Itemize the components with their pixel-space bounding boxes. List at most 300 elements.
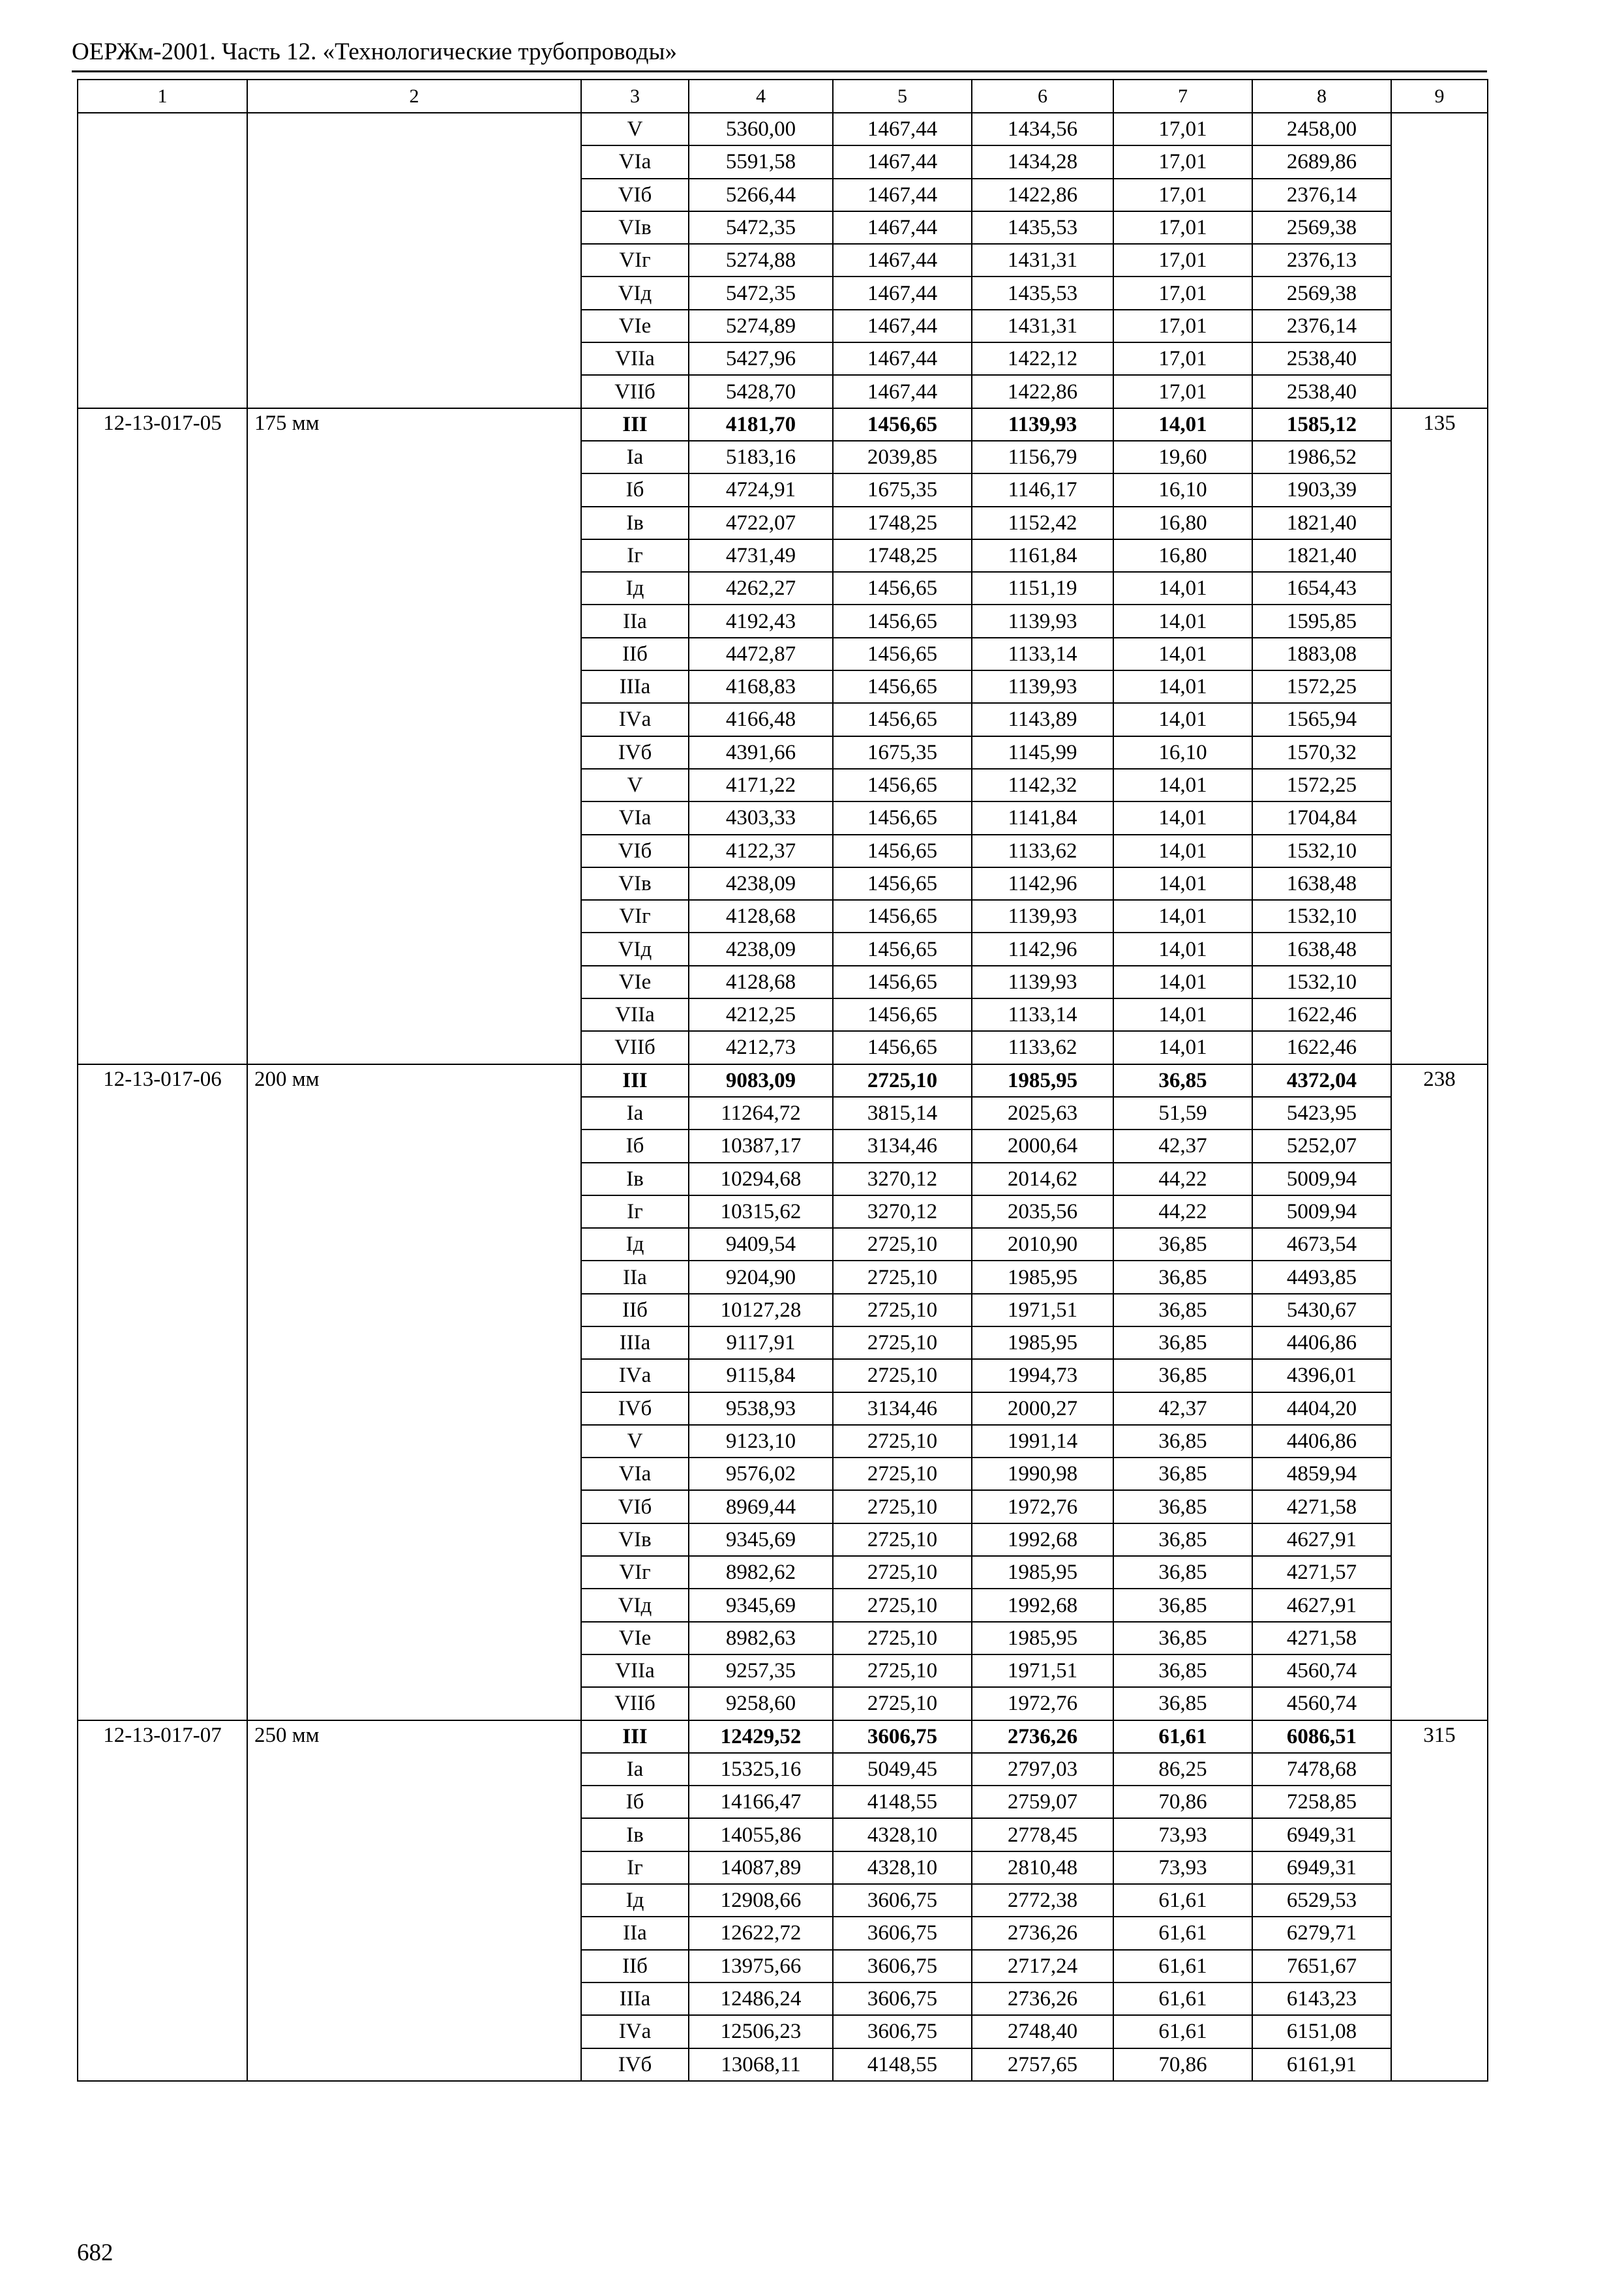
cell-total-cost: 5360,00 [689,113,833,145]
cell-variant: VIб [581,1490,689,1523]
cell-materials: 6086,51 [1252,1720,1391,1753]
cell-wages: 1456,65 [833,933,972,965]
cell-machine-cost: 1991,14 [972,1425,1113,1458]
table-row [78,1326,1488,1359]
cell-name [247,1589,581,1621]
cell-materials: 7258,85 [1252,1786,1391,1818]
cell-wages: 2725,10 [833,1654,972,1687]
cell-materials: 4627,91 [1252,1589,1391,1621]
cell-name [247,801,581,834]
cell-machine-cost: 1985,95 [972,1064,1113,1097]
cell-variant: IIб [581,1294,689,1326]
cell-materials: 4372,04 [1252,1064,1391,1097]
cell-col9 [1391,933,1488,965]
cell-wages: 1456,65 [833,801,972,834]
cell-machine-cost: 1156,79 [972,441,1113,473]
table-row [78,933,1488,965]
cell-machine-cost: 1142,96 [972,867,1113,900]
cell-machine-cost: 1133,62 [972,1031,1113,1064]
cell-name [247,670,581,703]
cell-machine-cost: 2810,48 [972,1851,1113,1884]
cell-variant: Iа [581,441,689,473]
cell-col9 [1391,211,1488,244]
cell-variant: IVа [581,1359,689,1392]
cell-labor-hours: 17,01 [1113,179,1252,211]
cell-machine-cost: 1422,86 [972,375,1113,408]
table-row [78,703,1488,736]
cell-total-cost: 5472,35 [689,277,833,309]
table-row [78,1622,1488,1654]
cell-wages: 1467,44 [833,342,972,375]
cell-wages: 1675,35 [833,473,972,506]
cell-machine-cost: 1435,53 [972,211,1113,244]
cell-machine-cost: 1992,68 [972,1589,1113,1621]
column-number: 3 [581,80,689,113]
cell-total-cost: 4303,33 [689,801,833,834]
cell-materials: 1622,46 [1252,998,1391,1031]
cell-code [78,1917,247,1949]
cell-wages: 2725,10 [833,1425,972,1458]
cell-labor-hours: 16,10 [1113,473,1252,506]
cell-labor-hours: 14,01 [1113,572,1252,605]
cell-code [78,605,247,637]
cell-wages: 1456,65 [833,638,972,670]
cell-total-cost: 9345,69 [689,1523,833,1556]
cell-col9 [1391,605,1488,637]
cell-labor-hours: 36,85 [1113,1326,1252,1359]
table-row [78,1130,1488,1162]
cell-code [78,801,247,834]
table-row [78,1425,1488,1458]
table-row [78,1294,1488,1326]
cell-col9 [1391,1851,1488,1884]
cell-code [78,1326,247,1359]
cell-machine-cost: 2736,26 [972,1720,1113,1753]
cell-code [78,507,247,539]
table-body [78,80,1488,2081]
cell-col9 [1391,375,1488,408]
cell-col9 [1391,1294,1488,1326]
cell-col9 [1391,1228,1488,1261]
cell-machine-cost: 2010,90 [972,1228,1113,1261]
cell-variant: Iв [581,1163,689,1195]
cell-wages: 1456,65 [833,835,972,867]
cell-materials: 1570,32 [1252,736,1391,769]
cell-machine-cost: 1992,68 [972,1523,1113,1556]
cell-code [78,1950,247,1982]
cell-name [247,310,581,342]
cell-variant: V [581,113,689,145]
cell-col9 [1391,966,1488,998]
table-row [78,1359,1488,1392]
cell-materials: 6529,53 [1252,1884,1391,1917]
cell-total-cost: 14087,89 [689,1851,833,1884]
table-row [78,1490,1488,1523]
cell-variant: Iб [581,1786,689,1818]
cell-code [78,1851,247,1884]
table-row [78,1687,1488,1720]
cell-labor-hours: 36,85 [1113,1490,1252,1523]
cell-name [247,1458,581,1490]
cell-code [78,1425,247,1458]
cell-name [247,2048,581,2081]
cell-machine-cost: 1133,14 [972,638,1113,670]
cell-labor-hours: 14,01 [1113,933,1252,965]
cell-code [78,145,247,178]
cell-wages: 4328,10 [833,1851,972,1884]
cell-col9 [1391,1622,1488,1654]
cell-code [78,835,247,867]
cell-total-cost: 9083,09 [689,1064,833,1097]
cell-materials: 4627,91 [1252,1523,1391,1556]
cell-code [78,2015,247,2048]
cell-variant: VIб [581,179,689,211]
table-row [78,1720,1488,1753]
cell-materials: 1654,43 [1252,572,1391,605]
cell-wages: 3270,12 [833,1195,972,1228]
cell-materials: 1821,40 [1252,539,1391,572]
column-number: 8 [1252,80,1391,113]
cell-materials: 2458,00 [1252,113,1391,145]
cell-total-cost: 5274,89 [689,310,833,342]
cell-total-cost: 4166,48 [689,703,833,736]
column-number: 2 [247,80,581,113]
cell-variant: V [581,769,689,801]
cell-name [247,1654,581,1687]
cell-materials: 4271,57 [1252,1556,1391,1589]
cell-variant: VIд [581,1589,689,1621]
table-row [78,670,1488,703]
cell-code [78,1228,247,1261]
cell-total-cost: 9345,69 [689,1589,833,1621]
cell-total-cost: 4731,49 [689,539,833,572]
cell-variant: VIд [581,277,689,309]
cell-code: 12-13-017-07 [78,1720,247,1753]
cell-labor-hours: 61,61 [1113,1950,1252,1982]
cell-machine-cost: 1133,62 [972,835,1113,867]
cell-total-cost: 13975,66 [689,1950,833,1982]
cell-materials: 1585,12 [1252,408,1391,441]
table-row [78,1163,1488,1195]
table-row [78,605,1488,637]
cell-code [78,1786,247,1818]
cell-total-cost: 12506,23 [689,2015,833,2048]
cell-labor-hours: 36,85 [1113,1261,1252,1293]
cell-variant: Iг [581,1851,689,1884]
cell-col9 [1391,1589,1488,1621]
cell-col9: 238 [1391,1064,1488,1097]
cell-variant: VIIа [581,998,689,1031]
cell-code [78,1392,247,1425]
cell-machine-cost: 2717,24 [972,1950,1113,1982]
cell-wages: 5049,45 [833,1753,972,1786]
cell-code [78,1818,247,1851]
cell-variant: IIб [581,1950,689,1982]
table-row [78,1064,1488,1097]
table-row [78,1031,1488,1064]
cell-materials: 1704,84 [1252,801,1391,834]
cell-total-cost: 5428,70 [689,375,833,408]
cell-variant: Iг [581,1195,689,1228]
column-number: 5 [833,80,972,113]
cell-variant: VIIб [581,1031,689,1064]
cell-materials: 6143,23 [1252,1982,1391,2015]
cell-labor-hours: 17,01 [1113,375,1252,408]
cell-variant: VIе [581,966,689,998]
cell-wages: 2725,10 [833,1228,972,1261]
cell-materials: 4406,86 [1252,1326,1391,1359]
cell-total-cost: 5472,35 [689,211,833,244]
cell-labor-hours: 14,01 [1113,801,1252,834]
cell-name [247,900,581,933]
cell-materials: 2569,38 [1252,277,1391,309]
cell-name [247,736,581,769]
cell-code [78,769,247,801]
table-row [78,375,1488,408]
cell-variant: IVб [581,1392,689,1425]
cell-wages: 2725,10 [833,1687,972,1720]
cell-name [247,1294,581,1326]
cell-total-cost: 4181,70 [689,408,833,441]
cell-materials: 1986,52 [1252,441,1391,473]
table-row [78,441,1488,473]
table-row [78,1589,1488,1621]
cell-col9 [1391,998,1488,1031]
cell-labor-hours: 36,85 [1113,1294,1252,1326]
table-row [78,211,1488,244]
cell-name [247,966,581,998]
cell-wages: 4328,10 [833,1818,972,1851]
cell-wages: 2039,85 [833,441,972,473]
column-number: 9 [1391,80,1488,113]
cell-total-cost: 12908,66 [689,1884,833,1917]
cell-variant: III [581,408,689,441]
page-number: 682 [77,2239,113,2266]
cell-col9 [1391,1392,1488,1425]
cell-code [78,473,247,506]
cell-code [78,998,247,1031]
cell-variant: VIа [581,1458,689,1490]
cell-machine-cost: 2759,07 [972,1786,1113,1818]
cell-code [78,966,247,998]
cell-wages: 3606,75 [833,1982,972,2015]
cell-col9 [1391,1786,1488,1818]
cell-col9 [1391,342,1488,375]
cell-col9 [1391,277,1488,309]
cell-labor-hours: 16,80 [1113,539,1252,572]
cell-name [247,1163,581,1195]
cell-labor-hours: 17,01 [1113,113,1252,145]
cell-labor-hours: 14,01 [1113,670,1252,703]
cell-name: 175 мм [247,408,581,441]
cell-variant: IIIа [581,1982,689,2015]
table-row [78,1818,1488,1851]
cell-labor-hours: 14,01 [1113,1031,1252,1064]
table-row [78,867,1488,900]
cell-wages: 4148,55 [833,1786,972,1818]
cell-machine-cost: 1985,95 [972,1261,1113,1293]
cell-materials: 4673,54 [1252,1228,1391,1261]
cell-labor-hours: 14,01 [1113,835,1252,867]
table-row [78,342,1488,375]
cell-code [78,375,247,408]
cell-machine-cost: 1142,32 [972,769,1113,801]
cell-total-cost: 10127,28 [689,1294,833,1326]
cell-machine-cost: 2778,45 [972,1818,1113,1851]
cell-wages: 1467,44 [833,375,972,408]
cell-machine-cost: 2035,56 [972,1195,1113,1228]
cell-total-cost: 5427,96 [689,342,833,375]
cell-materials: 6949,31 [1252,1851,1391,1884]
cell-machine-cost: 1145,99 [972,736,1113,769]
cell-wages: 1675,35 [833,736,972,769]
cell-machine-cost: 1139,93 [972,605,1113,637]
cell-machine-cost: 2797,03 [972,1753,1113,1786]
cell-wages: 3134,46 [833,1130,972,1162]
cell-col9 [1391,145,1488,178]
cell-name [247,703,581,736]
cell-materials: 4493,85 [1252,1261,1391,1293]
cell-total-cost: 9576,02 [689,1458,833,1490]
cell-total-cost: 14166,47 [689,1786,833,1818]
cell-variant: Iа [581,1753,689,1786]
cell-code [78,441,247,473]
cell-machine-cost: 1985,95 [972,1556,1113,1589]
cell-labor-hours: 17,01 [1113,342,1252,375]
cell-name [247,1490,581,1523]
cell-machine-cost: 1141,84 [972,801,1113,834]
cell-total-cost: 8982,62 [689,1556,833,1589]
cell-code [78,113,247,145]
cell-machine-cost: 2757,65 [972,2048,1113,2081]
cell-total-cost: 12486,24 [689,1982,833,2015]
cell-machine-cost: 1422,86 [972,179,1113,211]
cell-materials: 1622,46 [1252,1031,1391,1064]
table-row [78,769,1488,801]
cell-labor-hours: 61,61 [1113,1720,1252,1753]
cell-labor-hours: 14,01 [1113,900,1252,933]
table-row [78,572,1488,605]
cell-machine-cost: 1139,93 [972,670,1113,703]
cell-machine-cost: 1139,93 [972,900,1113,933]
cell-materials: 1883,08 [1252,638,1391,670]
cell-materials: 2569,38 [1252,211,1391,244]
cell-labor-hours: 51,59 [1113,1097,1252,1130]
cell-total-cost: 4171,22 [689,769,833,801]
cell-code [78,179,247,211]
table-row [78,179,1488,211]
cell-labor-hours: 14,01 [1113,605,1252,637]
cell-wages: 2725,10 [833,1523,972,1556]
cell-name [247,605,581,637]
cell-col9 [1391,1163,1488,1195]
cell-code [78,572,247,605]
cell-materials: 1821,40 [1252,507,1391,539]
cell-total-cost: 4128,68 [689,900,833,933]
cell-materials: 6279,71 [1252,1917,1391,1949]
cell-total-cost: 4391,66 [689,736,833,769]
cell-labor-hours: 61,61 [1113,1982,1252,2015]
cell-code [78,1556,247,1589]
table-row [78,473,1488,506]
cell-name [247,1326,581,1359]
cell-variant: IIIа [581,1326,689,1359]
table-row [78,1884,1488,1917]
cell-total-cost: 9115,84 [689,1359,833,1392]
cell-materials: 4406,86 [1252,1425,1391,1458]
cell-labor-hours: 16,80 [1113,507,1252,539]
cell-machine-cost: 1972,76 [972,1687,1113,1720]
cell-total-cost: 8969,44 [689,1490,833,1523]
table-row [78,277,1488,309]
cell-name [247,473,581,506]
cell-materials: 4396,01 [1252,1359,1391,1392]
cell-wages: 1748,25 [833,539,972,572]
cell-total-cost: 4168,83 [689,670,833,703]
cell-materials: 2689,86 [1252,145,1391,178]
cell-total-cost: 4212,25 [689,998,833,1031]
cell-materials: 1532,10 [1252,835,1391,867]
cell-variant: Iд [581,1228,689,1261]
cell-code [78,1523,247,1556]
cell-labor-hours: 70,86 [1113,2048,1252,2081]
cell-variant: III [581,1720,689,1753]
cell-labor-hours: 36,85 [1113,1458,1252,1490]
cell-total-cost: 5183,16 [689,441,833,473]
cell-machine-cost: 1434,28 [972,145,1113,178]
cell-code [78,1753,247,1786]
cell-materials: 5423,95 [1252,1097,1391,1130]
cell-machine-cost: 1133,14 [972,998,1113,1031]
cell-machine-cost: 1143,89 [972,703,1113,736]
table-row [78,1228,1488,1261]
cell-col9 [1391,244,1488,277]
cell-machine-cost: 1985,95 [972,1622,1113,1654]
cell-col9 [1391,703,1488,736]
cell-labor-hours: 19,60 [1113,441,1252,473]
cell-code [78,1654,247,1687]
cell-machine-cost: 1422,12 [972,342,1113,375]
cell-code [78,1884,247,1917]
table-row [78,998,1488,1031]
cell-col9 [1391,1917,1488,1949]
cell-col9 [1391,2048,1488,2081]
cell-labor-hours: 14,01 [1113,703,1252,736]
cell-col9 [1391,1884,1488,1917]
cell-name [247,1884,581,1917]
cell-name [247,1982,581,2015]
cell-name [247,572,581,605]
cell-code [78,933,247,965]
cell-wages: 1456,65 [833,703,972,736]
cell-name [247,1261,581,1293]
cell-wages: 1456,65 [833,572,972,605]
cell-wages: 2725,10 [833,1261,972,1293]
table-row [78,638,1488,670]
cell-labor-hours: 86,25 [1113,1753,1252,1786]
cell-variant: VIб [581,835,689,867]
cell-wages: 1456,65 [833,605,972,637]
cell-name [247,1851,581,1884]
cell-wages: 1456,65 [833,769,972,801]
cell-total-cost: 4212,73 [689,1031,833,1064]
cell-labor-hours: 14,01 [1113,966,1252,998]
cell-labor-hours: 42,37 [1113,1392,1252,1425]
cell-name [247,1622,581,1654]
cell-materials: 2538,40 [1252,375,1391,408]
cell-variant: VIд [581,933,689,965]
cell-wages: 1467,44 [833,145,972,178]
